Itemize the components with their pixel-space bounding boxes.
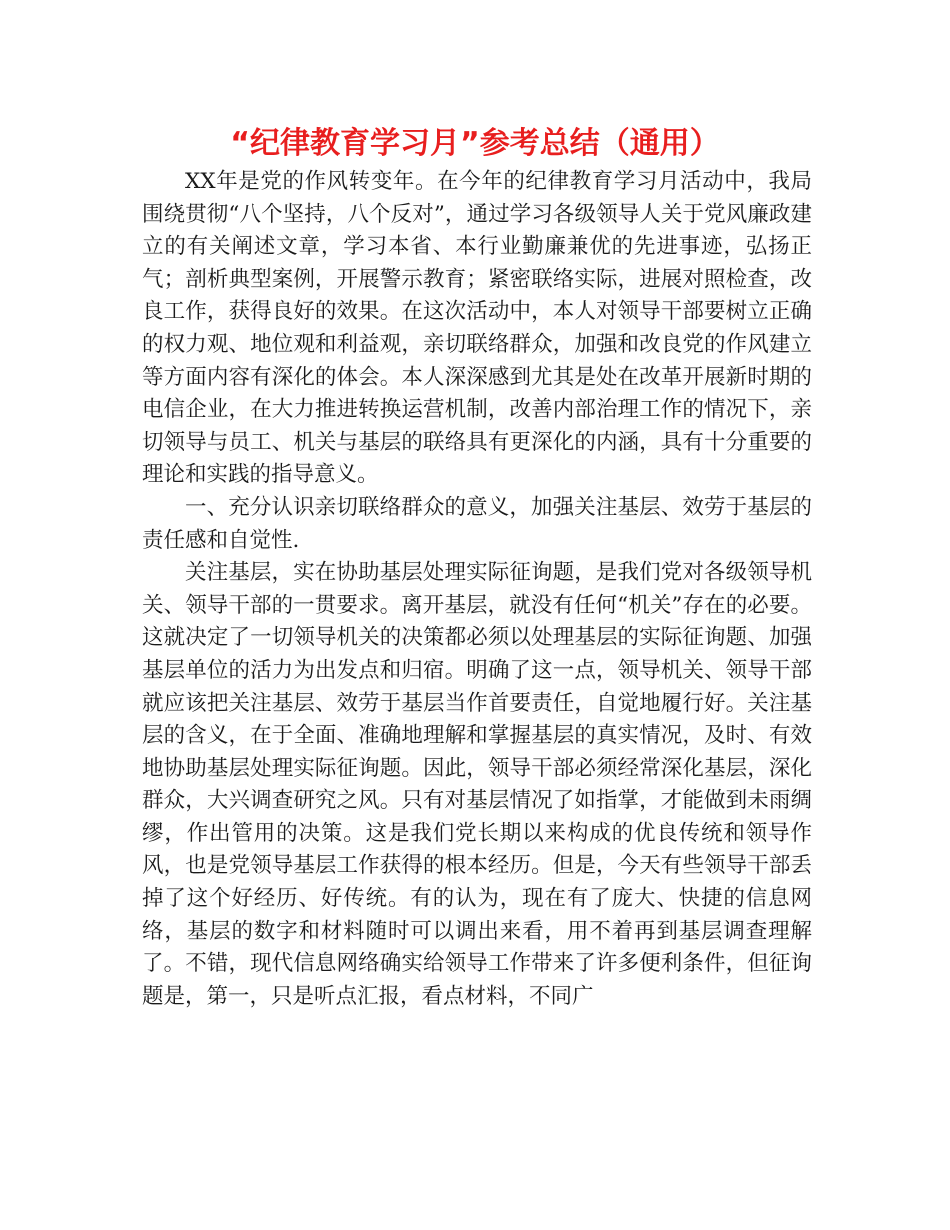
paragraph-section-heading: 一、充分认识亲切联络群众的意义，加强关注基层、效劳于基层的责任感和自觉性.	[142, 494, 812, 553]
paragraph-intro: XX年是党的作风转变年。在今年的纪律教育学习月活动中，我局围绕贯彻“八个坚持，八个反对”，通过学习各级领导人关于党风廉政建立的有关阐述文章，学习本省、本行业勤廉兼优的先进事迹，弘扬正气；剖析典型案例，开展警示教育；紧密联络实际，进展对照检查，改良工作，获得良好的效果。在这次活动中，本人对领导干部要树立正确的权力观、地位观和利益观，亲切联络群众，加强和改良党的作风建立等方面内容有深化的体会。本人深深感到尤其是处在改革开展新时期的电信企业，在大力推进转换运营机制，改善内部治理工作的情况下，亲切领导与员工、机关与基层的联络具有更深化的内涵，具有十分重要的理论和实践的指导意义。	[142, 169, 812, 488]
paragraph-grassroots: 关注基层，实在协助基层处理实际征询题，是我们党对各级领导机关、领导干部的一贯要求。离开基层，就没有任何“机关”存在的必要。这就决定了一切领导机关的决策都必须以处理基层的实际征询题、加强基层单位的活力为出发点和归宿。明确了这一点，领导机关、领导干部就应该把关注基层、效劳于基层当作首要责任，自觉地履行好。关注基层的含义，在于全面、准确地理解和掌握基层的真实情况，及时、有效地协助基层处理实际征询题。因此，领导干部必须经常深化基层，深化群众，大兴调查研究之风。只有对基层情况了如指掌，才能做到未雨绸缪，作出管用的决策。这是我们党长期以来构成的优良传统和领导作风，也是党领导基层工作获得的根本经历。但是，今天有些领导干部丢掉了这个好经历、好传统。有的认为，现在有了庞大、快捷的信息网络，基层的数字和材料随时可以调出来看，用不着再到基层调查理解了。不错，现代信息网络确实给领导工作带来了许多便利条件，但征询题是，第一，只是听点汇报，看点材料，不同广	[142, 560, 812, 1009]
document-title: “纪律教育学习月”参考总结（通用）	[230, 126, 720, 161]
document-body	[142, 166, 812, 1013]
